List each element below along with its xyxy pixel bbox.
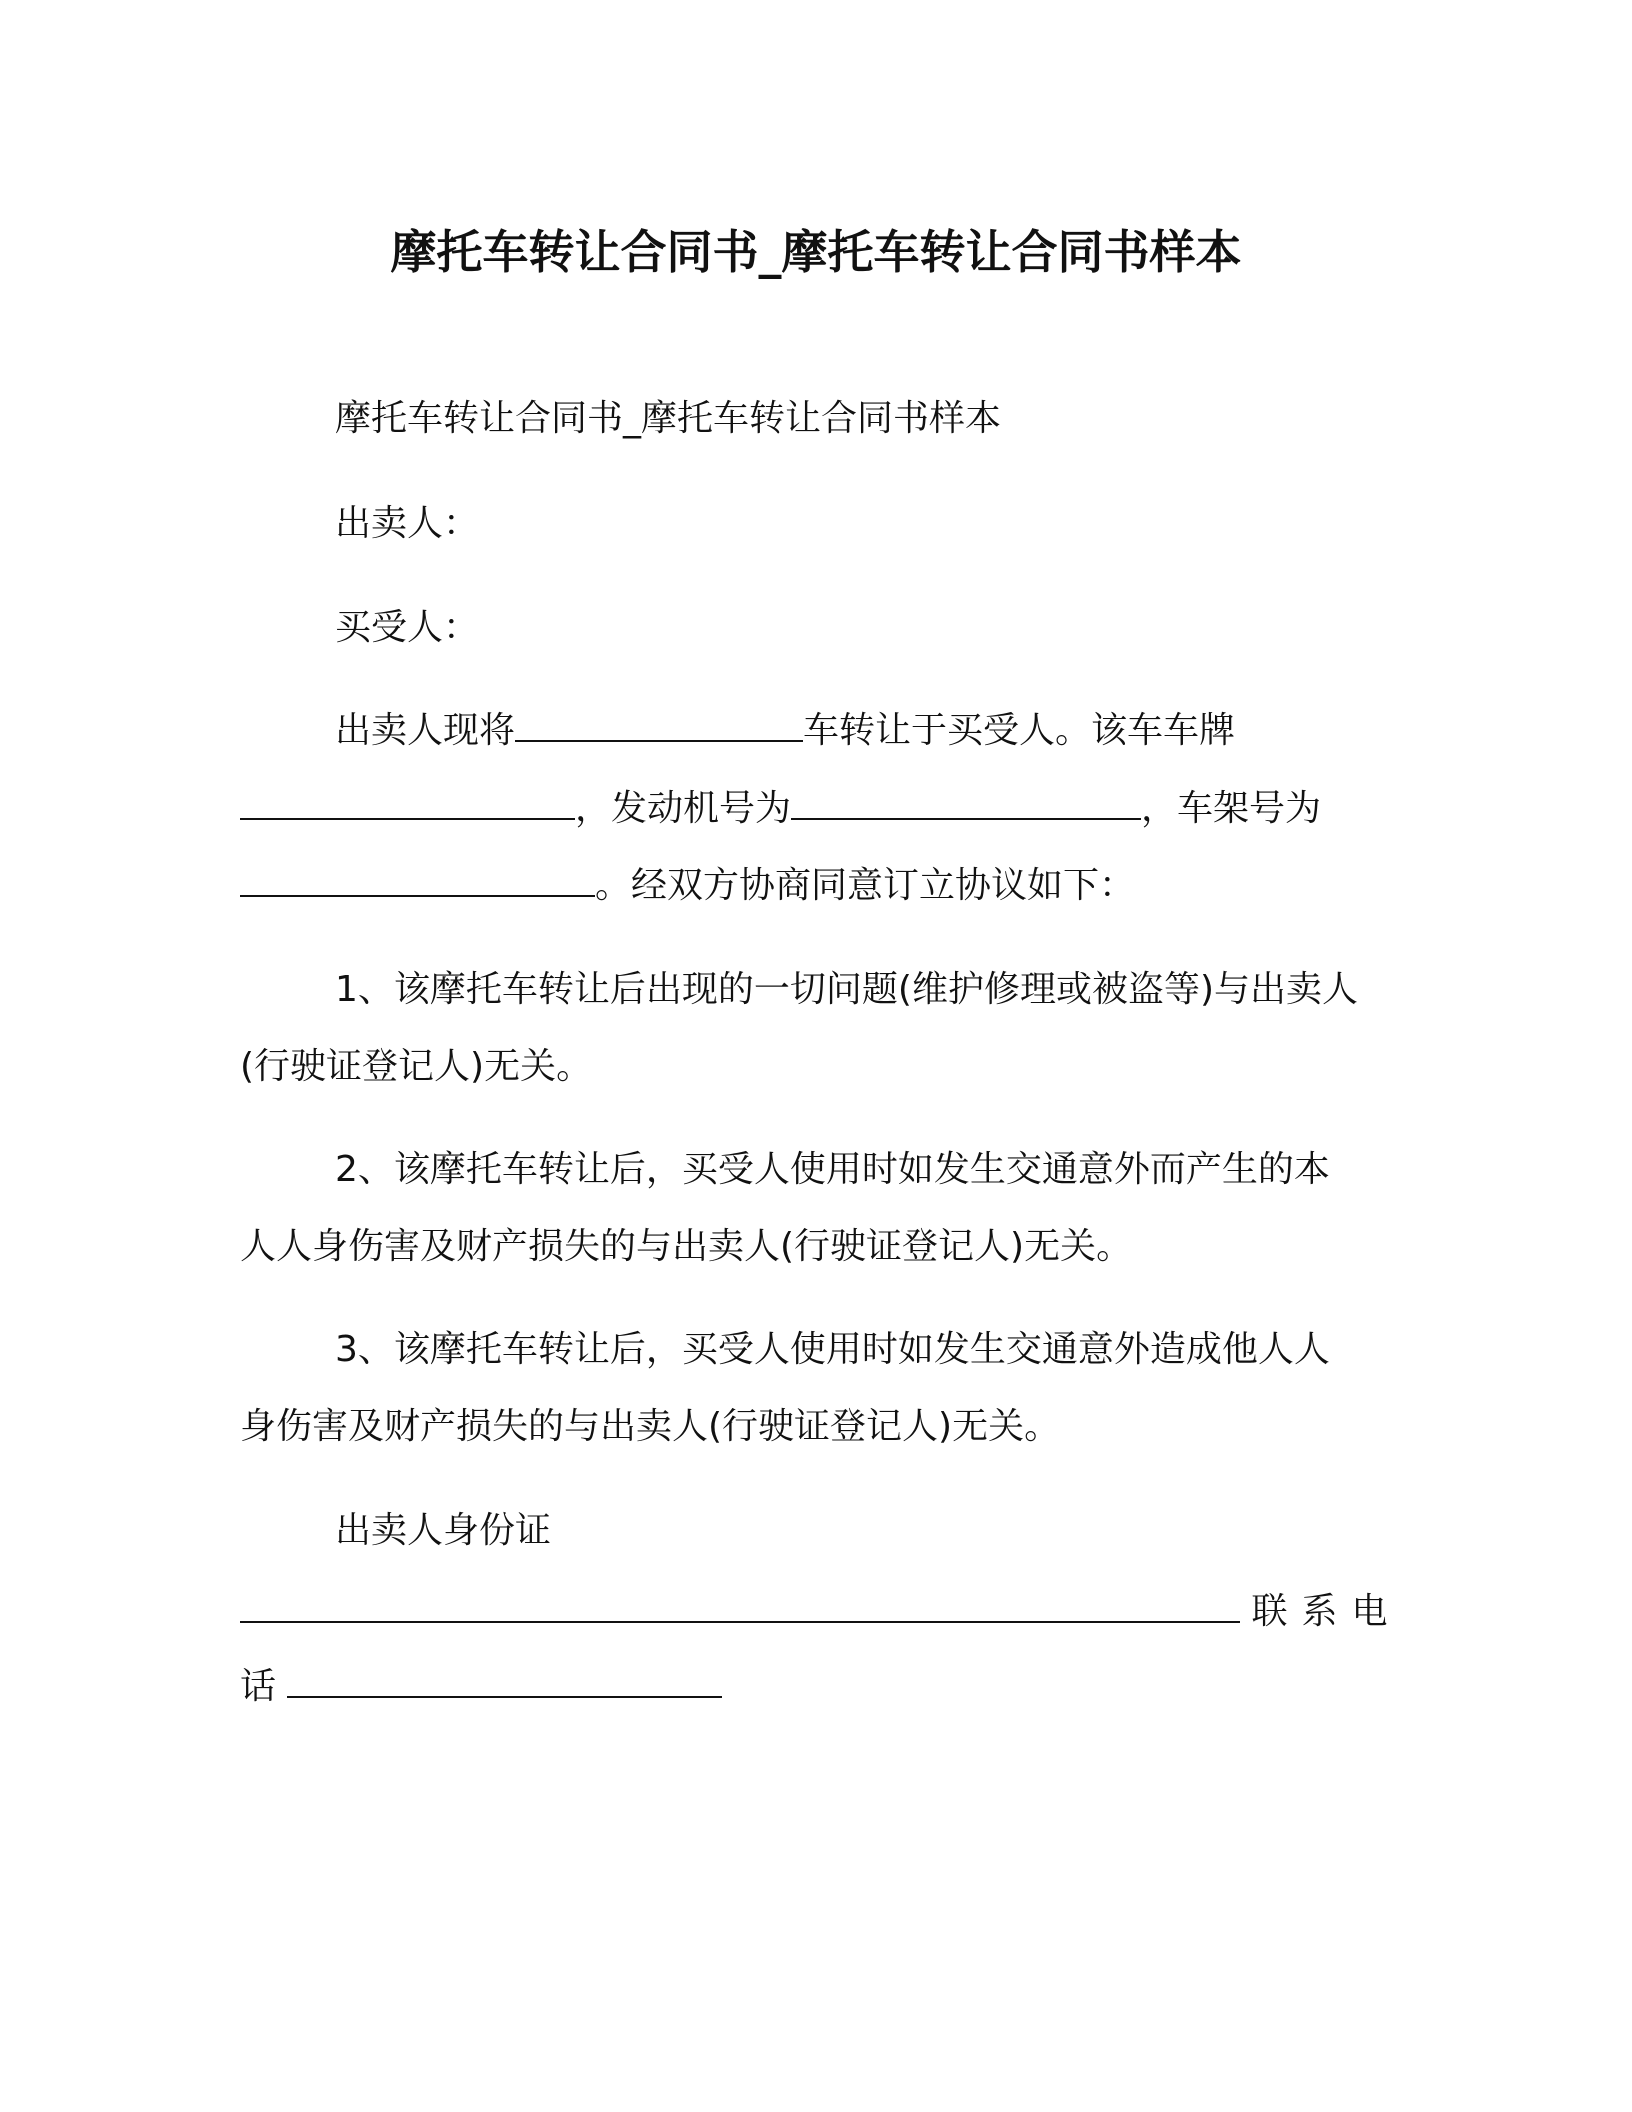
clause-2-line-2: 人人身伤害及财产损失的与出卖人(行驶证登记人)无关。 — [240, 1226, 1133, 1267]
transfer-line-1 — [335, 707, 1392, 755]
frame-number-blank — [240, 867, 595, 897]
document-subtitle: 摩托车转让合同书_摩托车转让合同书样本 — [335, 398, 1002, 439]
clause-2-line-1: 2、该摩托车转让后，买受人使用时如发生交通意外而产生的本 — [335, 1149, 1330, 1190]
transfer-line-3 — [240, 862, 1392, 910]
seller-id-line — [240, 1588, 1402, 1636]
clause-1-line-2: (行驶证登记人)无关。 — [240, 1046, 593, 1087]
document-title: 摩托车转让合同书_摩托车转让合同书样本 — [390, 225, 1242, 279]
seller-id-label: 出卖人身份证 — [335, 1510, 552, 1551]
transfer-text-5: 。经双方协商同意订立协议如下： — [595, 865, 1136, 906]
seller-id-blank — [240, 1593, 1240, 1623]
transfer-text-2: 车转让于买受人。该车车牌 — [803, 710, 1236, 751]
buyer-label: 买受人： — [335, 607, 480, 648]
clause-1-line-1: 1、该摩托车转让后出现的一切问题(维护修理或被盗等)与出卖人 — [335, 969, 1358, 1010]
phone-blank — [287, 1668, 722, 1698]
seller-label: 出卖人： — [335, 503, 480, 544]
engine-number-blank — [791, 790, 1141, 820]
transfer-line-2 — [240, 785, 1392, 833]
contact-line — [240, 1663, 1392, 1711]
clause-3-line-1: 3、该摩托车转让后，买受人使用时如发生交通意外造成他人人 — [335, 1329, 1330, 1370]
transfer-text-3: ，发动机号为 — [575, 788, 792, 829]
contact-label-end: 话 — [240, 1666, 277, 1707]
transfer-text-1: 出卖人现将 — [335, 710, 516, 751]
clause-3-line-2: 身伤害及财产损失的与出卖人(行驶证登记人)无关。 — [240, 1406, 1061, 1447]
vehicle-type-blank — [515, 712, 803, 742]
transfer-text-4: ，车架号为 — [1141, 788, 1322, 829]
contact-label: 联系电 — [1251, 1591, 1402, 1632]
plate-number-blank — [240, 790, 575, 820]
